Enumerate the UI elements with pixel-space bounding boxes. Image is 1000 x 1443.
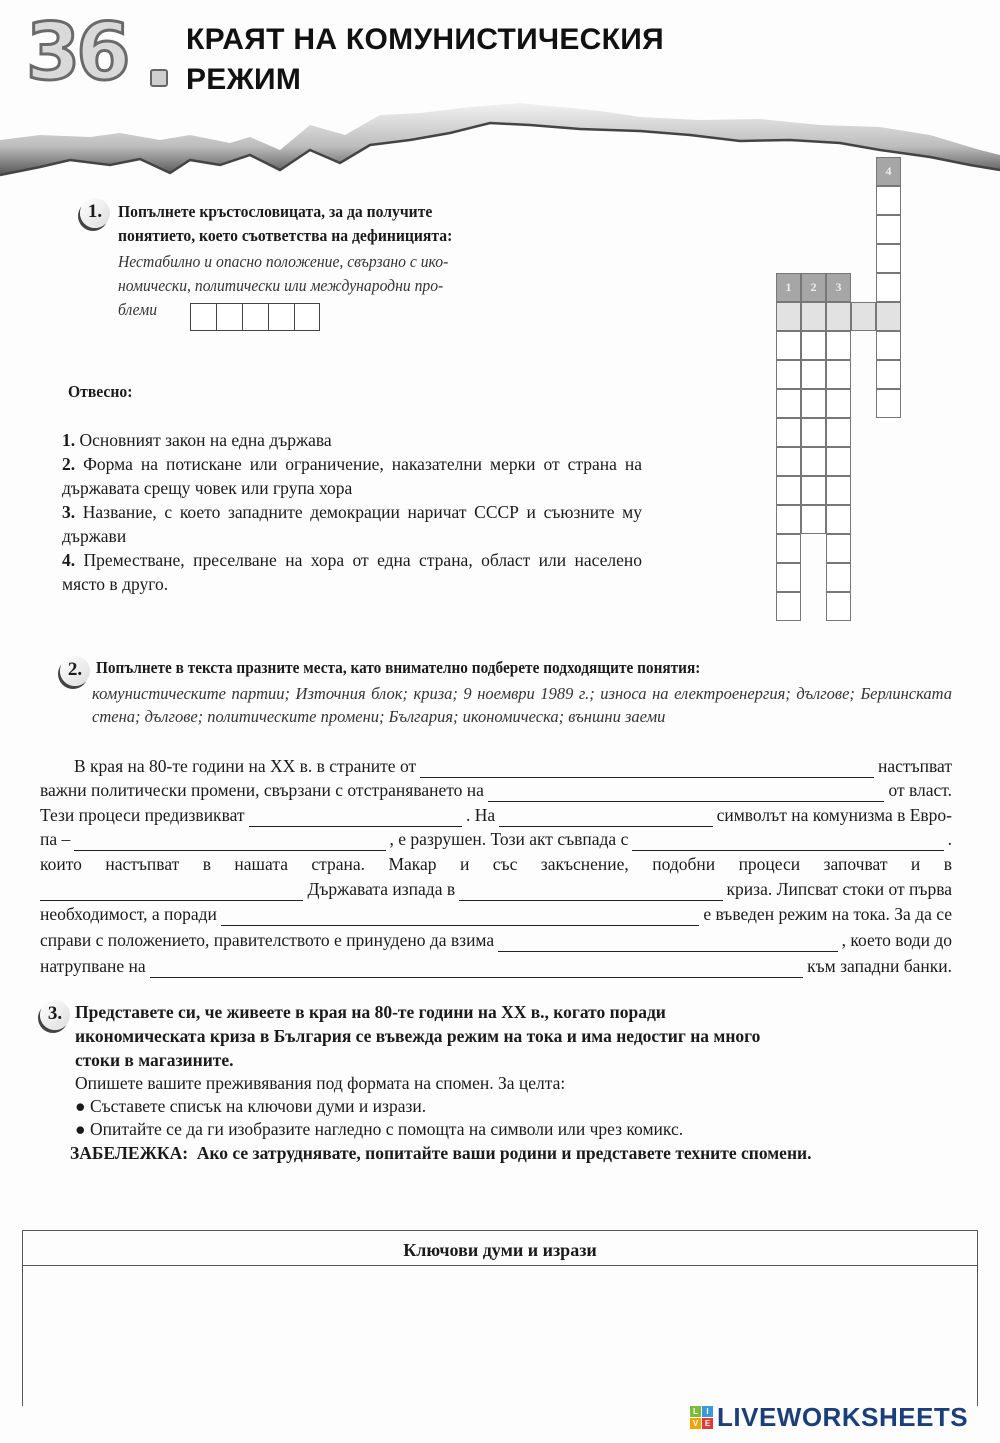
- answer-letter-input[interactable]: [242, 303, 268, 331]
- paragraph-text: символът на комунизма в Евро-: [716, 805, 953, 825]
- paragraph-text: важни политически промени, свързани с отстраняването на: [40, 780, 484, 800]
- clue-item: [62, 500, 642, 548]
- answer-letter-input[interactable]: [268, 303, 294, 331]
- crossword-cell[interactable]: [876, 215, 901, 244]
- fill-in-blank[interactable]: [632, 832, 943, 851]
- crossword-cell[interactable]: [826, 505, 851, 534]
- prompt-line: Представете си, че живеете в края на 80-те години на XX в., когато поради: [75, 1002, 666, 1022]
- fill-in-blank[interactable]: [249, 808, 462, 827]
- crossword-cell[interactable]: [776, 447, 801, 476]
- crossword-cell[interactable]: [826, 476, 851, 505]
- crossword-key-cell[interactable]: [851, 302, 876, 331]
- paragraph-text: със: [492, 854, 518, 874]
- crossword-key-cell[interactable]: [801, 302, 826, 331]
- paragraph-text: в: [202, 854, 211, 874]
- crossword-cell[interactable]: [876, 331, 901, 360]
- note-text: Ако се затруднявате, попитайте ваши родини и представете техните спомени.: [196, 1143, 812, 1163]
- crossword-cell[interactable]: [801, 360, 826, 389]
- paragraph-text: .: [947, 829, 952, 849]
- title-line-1: КРАЯТ НА КОМУНИСТИЧЕСКИЯ: [186, 23, 664, 56]
- crossword-key-cell[interactable]: [826, 302, 851, 331]
- vertical-heading: Отвесно:: [68, 382, 133, 401]
- bullet-item: ● Съставете списък на ключови думи и изрази.: [75, 1096, 427, 1116]
- paragraph-text: Държавата изпада в: [307, 879, 456, 899]
- paragraph-text: към западни банки.: [807, 956, 952, 976]
- fill-in-blank[interactable]: [221, 907, 699, 926]
- paragraph-line: [40, 904, 952, 926]
- answer-letter-input[interactable]: [190, 303, 216, 331]
- exercise-3-number: 3.: [40, 1000, 70, 1030]
- exercise-2-number: 2.: [60, 656, 90, 686]
- logo-text: LIVEWORKSHEETS: [717, 1402, 969, 1432]
- paragraph-text: процеси: [738, 854, 801, 874]
- lesson-number: 36: [26, 8, 127, 98]
- definition-line: блеми: [118, 300, 158, 319]
- paragraph-line: [40, 879, 952, 901]
- instruction-line: понятието, което съответства на дефиницията:: [118, 226, 453, 245]
- exercise-2-instruction: Попълнете в текста празните места, като внимателно подберете подходящите понятия:: [96, 658, 701, 677]
- page-title: [186, 20, 664, 100]
- crossword-number-cell-2: 2: [801, 273, 826, 302]
- crossword-cell[interactable]: [776, 476, 801, 505]
- clue-item: [62, 548, 642, 596]
- clue-number: 4.: [62, 550, 76, 570]
- instruction-line: Попълнете кръстословицата, за да получите: [118, 202, 433, 221]
- paragraph-text: па –: [40, 829, 71, 849]
- paragraph-line: [40, 756, 952, 778]
- prompt-line: стоки в магазините.: [75, 1050, 234, 1070]
- crossword-cell[interactable]: [826, 389, 851, 418]
- crossword-cell[interactable]: [776, 563, 801, 592]
- clue-text: Преместване, преселване на хора от една страна, област или населено място в друго.: [62, 550, 642, 594]
- crossword-cell[interactable]: [826, 563, 851, 592]
- fill-in-blank[interactable]: [74, 832, 385, 851]
- crossword-cell[interactable]: [826, 534, 851, 563]
- crossword-cell[interactable]: [776, 360, 801, 389]
- fill-in-blank[interactable]: [420, 759, 874, 778]
- paragraph-line: [40, 780, 952, 802]
- logo-letter: I: [702, 1406, 713, 1417]
- bullet-text: Съставете списък на ключови думи и изрази.: [89, 1096, 427, 1116]
- crossword-cell[interactable]: [801, 331, 826, 360]
- fill-in-blank[interactable]: [459, 882, 722, 901]
- crossword-cell[interactable]: [826, 592, 851, 621]
- fill-in-blank[interactable]: [150, 959, 804, 978]
- paragraph-text: Тези процеси предизвикват: [40, 805, 245, 825]
- crossword-cell[interactable]: [776, 592, 801, 621]
- crossword-grid: [776, 166, 906, 646]
- word-bank: комунистическите партии; Източния блок; криза; 9 ноември 1989 г.; износа на електроенергия; дългове; Берлинската стена; дългове; политическите промени; България; икономическа; външни заеми: [92, 684, 952, 726]
- paragraph-text: необходимост, а поради: [40, 904, 217, 924]
- paragraph-text: подобни: [652, 854, 716, 874]
- keywords-input[interactable]: [23, 1266, 981, 1410]
- paragraph-line: [40, 930, 952, 952]
- paragraph-text: , е разрушен. Този акт съвпада с: [389, 829, 629, 849]
- paragraph-text: В края на 80-те години на XX в. в страните от: [74, 756, 417, 776]
- keywords-table-header: Ключови думи и изрази: [23, 1231, 977, 1266]
- paragraph-text: Макар: [388, 854, 437, 874]
- crossword-cell[interactable]: [776, 389, 801, 418]
- paragraph-text: криза. Липсват стоки от първа: [726, 879, 953, 899]
- clue-number: 3.: [62, 502, 76, 522]
- crossword-cell[interactable]: [876, 360, 901, 389]
- title-line-2: РЕЖИМ: [186, 63, 302, 96]
- answer-letter-boxes: [190, 303, 320, 331]
- exercise-3-instruction: Опишете вашите преживявания под формата на спомен. За целта:: [75, 1073, 566, 1093]
- paragraph-text: нашата: [234, 854, 288, 874]
- note: [70, 1141, 955, 1165]
- clue-number: 1.: [62, 430, 76, 450]
- crossword-number-cell-3: 3: [826, 273, 851, 302]
- crossword-cell[interactable]: [801, 389, 826, 418]
- crossword-cell[interactable]: [876, 273, 901, 302]
- crossword-cell[interactable]: [801, 505, 826, 534]
- clue-text: Название, с което западните демокрации наричат СССР и съюзните му държави: [62, 502, 642, 546]
- fill-in-blank[interactable]: [498, 933, 838, 952]
- paragraph-text: в: [943, 854, 952, 874]
- paragraph-text: страна.: [311, 854, 366, 874]
- crossword-number-cell-1: 1: [776, 273, 801, 302]
- logo-letter: E: [702, 1418, 713, 1429]
- fill-in-blank[interactable]: [488, 783, 884, 802]
- crossword-cell[interactable]: [826, 331, 851, 360]
- answer-letter-input[interactable]: [294, 303, 320, 331]
- paragraph-line: [40, 854, 952, 875]
- logo-letter: V: [690, 1418, 701, 1429]
- clue-list: [62, 428, 642, 596]
- exercise-3: [70, 1000, 955, 1165]
- clue-item: [62, 428, 642, 452]
- definition-line: номически, политически или международни про-: [118, 276, 444, 295]
- logo-letter: L: [690, 1406, 701, 1417]
- answer-letter-input[interactable]: [216, 303, 242, 331]
- paragraph-text: от власт.: [888, 780, 952, 800]
- paragraph-text: натрупване на: [40, 956, 146, 976]
- crossword-cell[interactable]: [801, 418, 826, 447]
- crossword-cell[interactable]: [826, 360, 851, 389]
- note-label: ЗАБЕЛЕЖКА:: [70, 1143, 189, 1163]
- crossword-cell[interactable]: [876, 186, 901, 215]
- paragraph-text: които: [40, 854, 82, 874]
- paragraph-text: и: [910, 854, 921, 874]
- crossword-number-cell-4: 4: [876, 157, 901, 186]
- crossword-cell[interactable]: [801, 447, 826, 476]
- crossword-cell[interactable]: [876, 244, 901, 273]
- exercise-1-number: 1.: [80, 198, 110, 228]
- crossword-cell[interactable]: [826, 418, 851, 447]
- crossword-cell[interactable]: [801, 476, 826, 505]
- paragraph-text: започват: [823, 854, 888, 874]
- prompt-line: икономическата криза в България се въвежда режим на тока и има недостиг на много: [75, 1026, 761, 1046]
- clue-number: 2.: [62, 454, 76, 474]
- crossword-cell[interactable]: [776, 331, 801, 360]
- crossword-key-cell[interactable]: [876, 302, 901, 331]
- paragraph-text: закъснение,: [540, 854, 629, 874]
- paragraph-text: е въведен режим на тока. За да се: [703, 904, 952, 924]
- clue-text: Основният закон на една държава: [75, 430, 332, 450]
- clue-item: [62, 452, 642, 500]
- keywords-table: [22, 1230, 978, 1406]
- logo-icon: [690, 1406, 713, 1429]
- bullet-item: ● Опитайте се да ги изобразите нагледно с помощта на символи или чрез комикс.: [75, 1119, 684, 1139]
- paragraph-text: . На: [465, 805, 496, 825]
- crossword-key-cell[interactable]: [776, 302, 801, 331]
- definition-line: Нестабилно и опасно положение, свързано с ико-: [118, 252, 449, 271]
- fill-in-blank[interactable]: [499, 808, 712, 827]
- fill-in-blank[interactable]: [40, 882, 303, 901]
- bullet-text: Опитайте се да ги изобразите нагледно с помощта на символи или чрез комикс.: [89, 1119, 684, 1139]
- exercise-1-instruction: [118, 200, 452, 248]
- paragraph-line: [40, 956, 952, 978]
- paragraph-text: и: [459, 854, 470, 874]
- paragraph-line: [40, 805, 952, 827]
- liveworksheets-logo: [690, 1402, 968, 1433]
- crossword-cell[interactable]: [776, 534, 801, 563]
- crossword-cell[interactable]: [776, 505, 801, 534]
- paragraph-text: , което води до: [841, 930, 952, 950]
- paragraph-text: настъпват: [878, 756, 952, 776]
- clue-text: Форма на потискане или ограничение, наказателни мерки от страна на държавата срещу човек или група хора: [62, 454, 642, 498]
- crossword-cell[interactable]: [876, 389, 901, 418]
- paragraph-line: [40, 829, 952, 851]
- paragraph-text: настъпват: [105, 854, 180, 874]
- crossword-cell[interactable]: [826, 447, 851, 476]
- title-bullet-icon: [150, 69, 168, 87]
- crossword-cell[interactable]: [776, 418, 801, 447]
- paragraph-text: справи с положението, правителството е принудено да взима: [40, 930, 495, 950]
